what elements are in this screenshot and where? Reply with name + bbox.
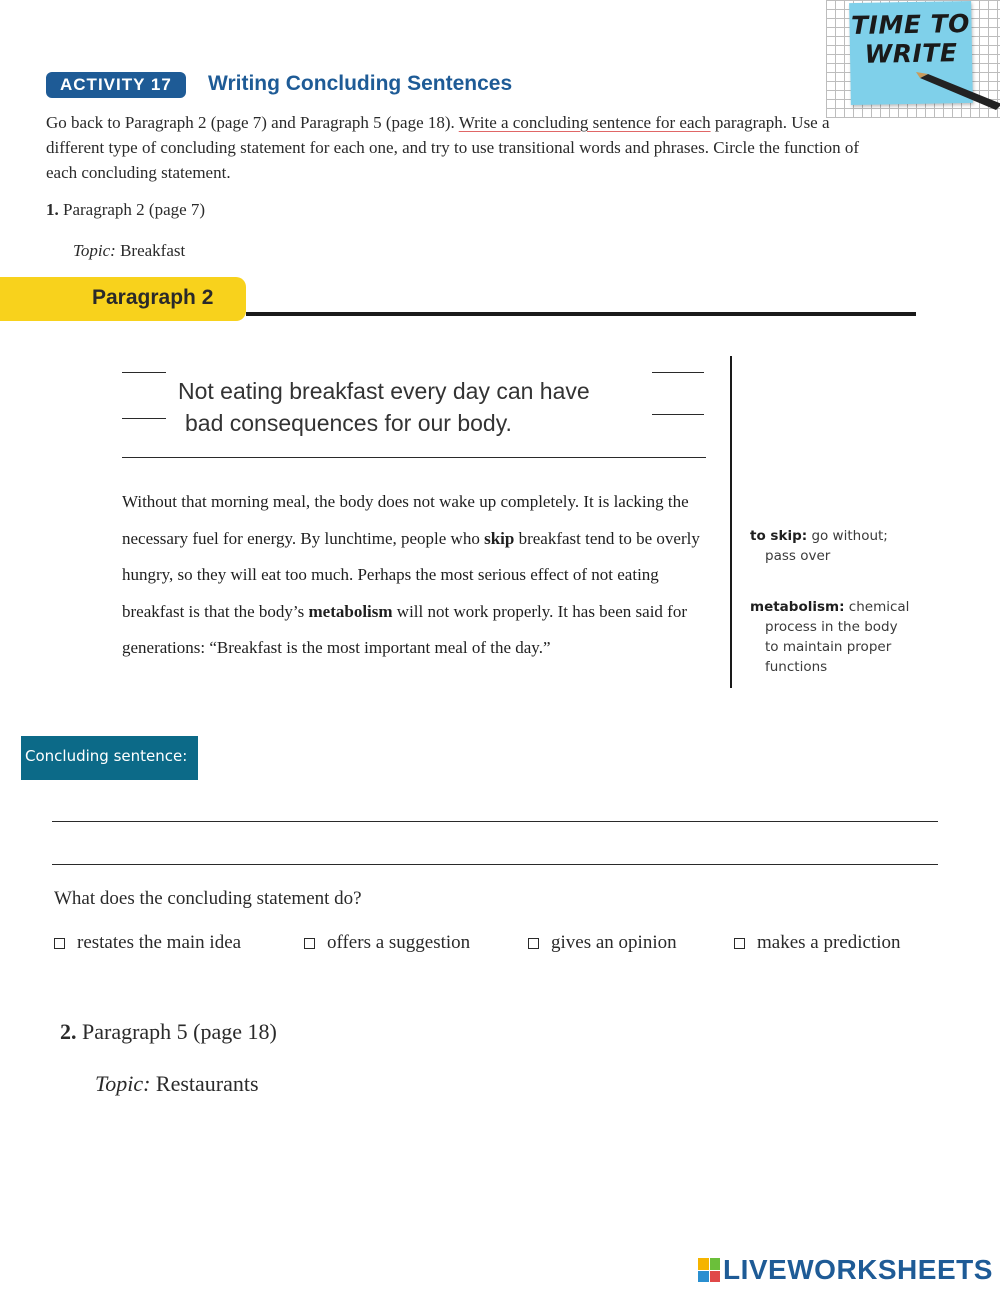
blank-line bbox=[122, 372, 166, 373]
checkbox-icon[interactable] bbox=[54, 938, 65, 949]
blank-line bbox=[652, 372, 704, 373]
glossary-term: to skip: bbox=[750, 528, 808, 544]
activity-title: Writing Concluding Sentences bbox=[208, 72, 513, 95]
item1-heading bbox=[46, 200, 205, 220]
option-makes-prediction[interactable] bbox=[734, 932, 901, 954]
time-to-write-sticky-note bbox=[826, 0, 1000, 118]
checkbox-icon[interactable] bbox=[304, 938, 315, 949]
glossary-divider bbox=[730, 356, 732, 688]
option-restates-main-idea[interactable] bbox=[54, 932, 241, 954]
topic-sentence-answer-line1[interactable]: Not eating breakfast every day can have bbox=[178, 378, 590, 404]
topic-sentence-answer-line2[interactable]: bad consequences for our body. bbox=[185, 410, 512, 436]
item2-topic bbox=[95, 1071, 259, 1097]
pencil-icon bbox=[916, 72, 1000, 112]
paragraph-text-2: breakfast tend to be overly hungry, so they will eat too much. Perhaps the most serious effect of not eating breakfast is that the body’s bbox=[122, 528, 700, 621]
instructions-part1: Go back to Paragraph 2 (page 7) and Paragraph 5 (page 18). bbox=[46, 113, 459, 132]
item2-number: 2. bbox=[60, 1019, 77, 1044]
item1-topic bbox=[73, 241, 185, 261]
liveworksheets-logo bbox=[698, 1255, 993, 1285]
option-label: makes a prediction bbox=[757, 932, 901, 953]
liveworksheets-brand: LIVEWORKSHEETS bbox=[723, 1254, 993, 1285]
glossary-definition: go without; bbox=[811, 528, 888, 544]
checkbox-icon[interactable] bbox=[734, 938, 745, 949]
item2-topic-value: Restaurants bbox=[155, 1071, 259, 1096]
vocab-skip: skip bbox=[484, 528, 515, 548]
paragraph-text-1: Without that morning meal, the body does not wake up completely. It is lacking the necessary fuel for energy. By lunchtime, people who bbox=[122, 492, 689, 548]
blank-line bbox=[652, 414, 704, 415]
concluding-answer-line-2[interactable] bbox=[52, 864, 938, 865]
concluding-answer-line-1[interactable] bbox=[52, 821, 938, 822]
instructions-underlined: Write a concluding sentence for each bbox=[458, 113, 711, 132]
function-question: What does the concluding statement do? bbox=[54, 888, 362, 909]
activity-badge: ACTIVITY 17 bbox=[46, 72, 186, 98]
option-offers-suggestion[interactable] bbox=[304, 932, 470, 954]
liveworksheets-logo-icon bbox=[698, 1258, 720, 1282]
item1-topic-label: Topic: bbox=[73, 241, 116, 260]
vocab-metabolism: metabolism bbox=[308, 601, 393, 621]
concluding-sentence-label: Concluding sentence: bbox=[21, 736, 198, 780]
item1-topic-value: Breakfast bbox=[120, 241, 186, 260]
option-gives-opinion[interactable] bbox=[528, 932, 677, 954]
instructions-part2: paragraph. Use a different type of concluding statement for each one, and try to use transitional words and phrases. Circle the function of each concluding statement. bbox=[46, 113, 860, 182]
paragraph-body bbox=[122, 484, 712, 667]
glossary-definition-rest: process in the body to maintain proper functions bbox=[765, 619, 898, 675]
banner-rule bbox=[246, 312, 916, 316]
blank-line bbox=[122, 457, 706, 458]
checkbox-icon[interactable] bbox=[528, 938, 539, 949]
sticky-note-text bbox=[849, 9, 972, 69]
sticky-note-line1: TIME TO bbox=[850, 8, 971, 41]
item1-label: Paragraph 2 (page 7) bbox=[63, 200, 206, 219]
item2-topic-label: Topic: bbox=[95, 1071, 151, 1096]
paragraph-text-3: will not work properly. It has been said for generations: “Breakfast is the most important meal of the day.” bbox=[122, 601, 687, 657]
activity-instructions bbox=[46, 110, 866, 185]
glossary-definition: chemical bbox=[848, 599, 910, 615]
item2-heading bbox=[60, 1019, 277, 1045]
item1-number: 1. bbox=[46, 200, 59, 219]
glossary-term: metabolism: bbox=[750, 599, 845, 615]
option-label: gives an opinion bbox=[551, 932, 677, 953]
glossary-entry-skip bbox=[750, 526, 930, 566]
option-label: restates the main idea bbox=[77, 932, 242, 953]
sticky-note-line2: WRITE bbox=[864, 38, 958, 69]
option-label: offers a suggestion bbox=[327, 932, 471, 953]
blank-line bbox=[122, 418, 166, 419]
glossary-definition-rest: pass over bbox=[765, 548, 831, 564]
paragraph-banner-label: Paragraph 2 bbox=[92, 286, 214, 309]
item2-label: Paragraph 5 (page 18) bbox=[82, 1019, 277, 1044]
glossary-entry-metabolism bbox=[750, 597, 930, 677]
